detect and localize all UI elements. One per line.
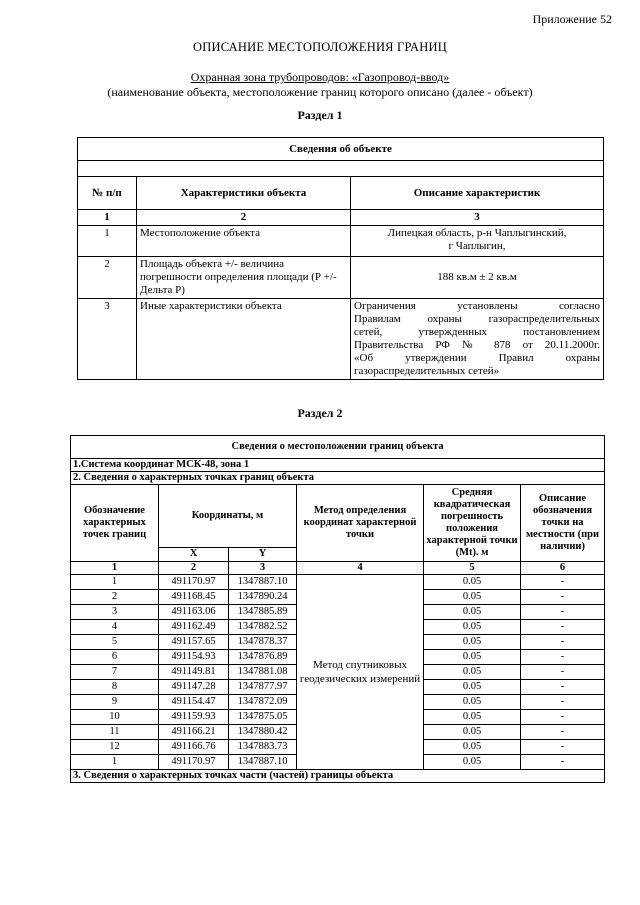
header-y: Y [229,548,297,562]
point-y: 1347875.05 [229,710,297,725]
point-x: 491166.76 [159,740,229,755]
point-y: 1347883.73 [229,740,297,755]
index-cell: 3 [351,210,604,226]
point-description: - [521,620,605,635]
row-num: 2 [78,257,137,299]
point-description: - [521,590,605,605]
point-y: 1347885.89 [229,605,297,620]
point-description: - [521,710,605,725]
point-x: 491170.97 [159,575,229,590]
point-description: - [521,575,605,590]
point-description: - [521,725,605,740]
header-num: № п/п [78,177,137,210]
row-description [351,299,604,380]
document-title: ОПИСАНИЕ МЕСТОПОЛОЖЕНИЯ ГРАНИЦ [193,40,447,54]
row-num: 3 [78,299,137,380]
point-y: 1347872.09 [229,695,297,710]
point-number: 6 [71,650,159,665]
row-characteristic: Иные характеристики объекта [137,299,351,380]
subsection-2-row: 2. Сведения о характерных точках границ объекта [71,472,605,485]
point-error: 0.05 [424,635,521,650]
point-y: 1347878.37 [229,635,297,650]
point-error: 0.05 [424,575,521,590]
object-info-table [77,137,604,380]
boundary-points-table [70,435,605,783]
row-characteristic: Площадь объекта +/- величина погрешности определения площади (Р +/- Дельта Р) [137,257,351,299]
point-x: 491159.93 [159,710,229,725]
point-description: - [521,605,605,620]
coord-system-row: 1.Система координат МСК-48, зона 1 [71,459,605,472]
point-number: 2 [71,590,159,605]
point-y: 1347877.97 [229,680,297,695]
point-error: 0.05 [424,605,521,620]
point-description: - [521,680,605,695]
table-row [78,226,604,257]
point-number: 1 [71,575,159,590]
description-line: Правительства РФ № 878 от 20.11.2000г. [354,339,601,351]
index-cell: 6 [521,562,605,575]
header-x: X [159,548,229,562]
point-x: 491170.97 [159,755,229,770]
point-x: 491157.65 [159,635,229,650]
point-description: - [521,740,605,755]
object-info-title: Сведения об объекте [78,138,604,161]
point-number: 8 [71,680,159,695]
point-number: 1 [71,755,159,770]
point-number: 11 [71,725,159,740]
point-x: 491149.81 [159,665,229,680]
point-y: 1347881.08 [229,665,297,680]
point-description: - [521,695,605,710]
row-num: 1 [78,226,137,257]
index-cell: 4 [297,562,424,575]
boundary-table-title: Сведения о местоположении границ объекта [71,436,605,459]
section-1-label: Раздел 1 [297,108,343,122]
header-coordinates: Координаты, м [159,485,297,548]
point-error: 0.05 [424,680,521,695]
point-error: 0.05 [424,755,521,770]
point-number: 3 [71,605,159,620]
description-line: газораспределительных сетей» [354,365,500,377]
point-error: 0.05 [424,650,521,665]
index-cell: 2 [137,210,351,226]
point-error: 0.05 [424,665,521,680]
point-description: - [521,755,605,770]
row-description: 188 кв.м ± 2 кв.м [351,257,604,299]
row-description [351,226,604,257]
object-name-note: (наименование объекта, местоположение границ которого описано (далее - объект) [107,85,533,99]
subsection-3-row: 3. Сведения о характерных точках части (частей) границы объекта [71,770,605,783]
point-y: 1347876.89 [229,650,297,665]
index-cell: 5 [424,562,521,575]
index-cell: 3 [229,562,297,575]
point-error: 0.05 [424,740,521,755]
description-line: «Об утверждении Правил охраны [354,352,601,364]
point-y: 1347887.10 [229,575,297,590]
point-y: 1347882.52 [229,620,297,635]
point-x: 491147.28 [159,680,229,695]
description-line: Липецкая область, р-н Чаплыгинский, [387,227,567,239]
object-name: Охранная зона трубопроводов: «Газопровод-ввод» [190,70,450,84]
point-y: 1347880.42 [229,725,297,740]
point-x: 491154.47 [159,695,229,710]
point-x: 491166.21 [159,725,229,740]
description-line: сетей, утвержденных постановлением [354,326,601,338]
description-line: Правилам охраны газораспределительных [354,313,601,325]
point-error: 0.05 [424,710,521,725]
point-error: 0.05 [424,695,521,710]
index-cell: 1 [71,562,159,575]
point-y: 1347887.10 [229,755,297,770]
point-error: 0.05 [424,620,521,635]
point-number: 10 [71,710,159,725]
method-cell: Метод спутниковых геодезических измерений [297,575,424,770]
header-error: Средняя квадратическая погрешность положения характерной точки (Mt). м [424,485,521,562]
point-x: 491162.49 [159,620,229,635]
point-x: 491168.45 [159,590,229,605]
table-row [78,257,604,299]
header-description: Описание характеристик [351,177,604,210]
point-description: - [521,635,605,650]
header-point-description: Описание обозначения точки на местности (при наличии) [521,485,605,562]
point-number: 12 [71,740,159,755]
empty-spacer-row [78,161,604,177]
header-characteristic: Характеристики объекта [137,177,351,210]
index-cell: 2 [159,562,229,575]
point-number: 9 [71,695,159,710]
point-error: 0.05 [424,725,521,740]
description-line: г Чаплыгин, [448,240,506,252]
description-line: Ограничения установлены согласно [354,300,601,312]
point-description: - [521,665,605,680]
point-error: 0.05 [424,590,521,605]
table-row [71,575,605,590]
header-method: Метод определения координат характерной точки [297,485,424,562]
table-row [78,299,604,380]
point-y: 1347890.24 [229,590,297,605]
section-2-label: Раздел 2 [297,406,343,420]
point-number: 7 [71,665,159,680]
appendix-label: Приложение 52 [532,12,612,26]
point-number: 4 [71,620,159,635]
index-cell: 1 [78,210,137,226]
header-point-designation: Обозначение характерных точек границ [71,485,159,562]
point-number: 5 [71,635,159,650]
row-characteristic: Местоположение объекта [137,226,351,257]
point-x: 491154.93 [159,650,229,665]
point-description: - [521,650,605,665]
point-x: 491163.06 [159,605,229,620]
